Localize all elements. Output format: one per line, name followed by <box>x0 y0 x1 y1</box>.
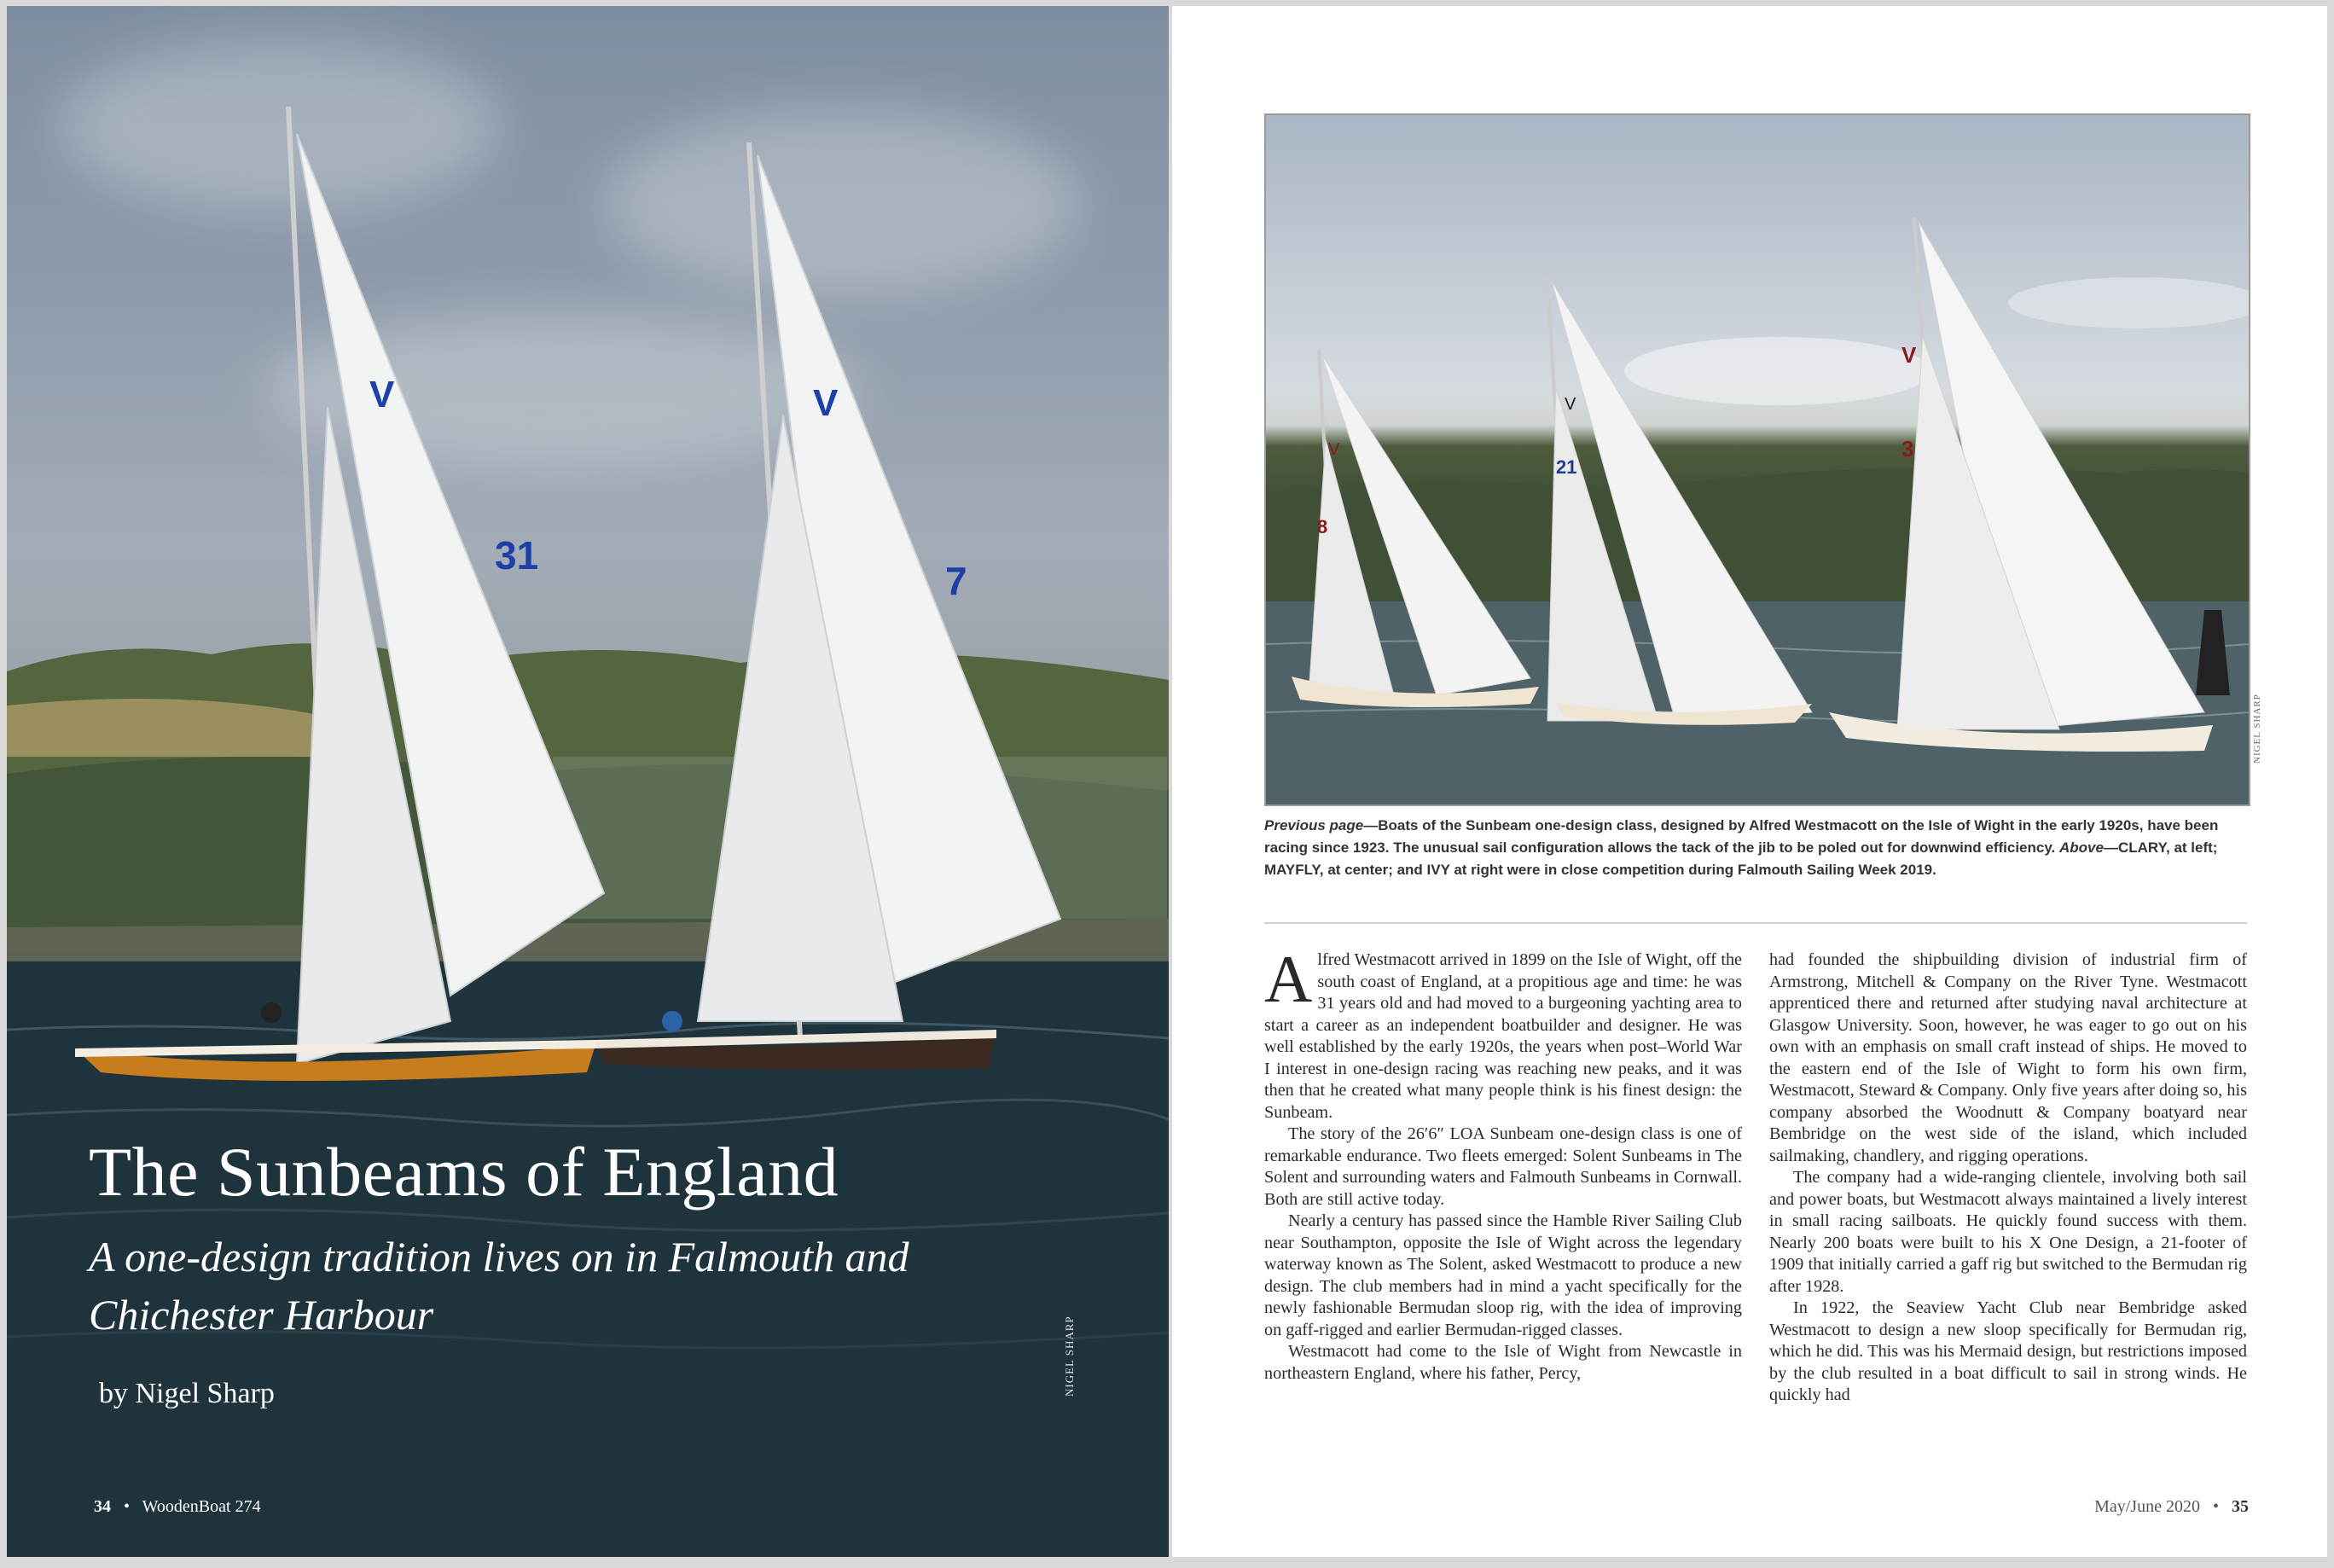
body-paragraph: The story of the 26′6″ LOA Sunbeam one-design class is one of remarkable endurance. Two fleets emerged: Solent Sunbeams in The Solent and surrounding waters and Falmouth Sunbeams in Cornwall. Both are still active today. <box>1264 1124 1742 1209</box>
body-paragraph: The company had a wide-ranging clientele, involving both sail and power boats, but Westmacott always maintained a lively interest in small racing sailboats. He quickly found success with them. Nearly 200 boats were built to his X One Design, a 21-footer of 1909 that initially carried a gaff rig but switched to the Bermudan rig after 1928. <box>1769 1168 2247 1296</box>
race-photo <box>1264 113 2250 806</box>
magazine-spread <box>7 6 2327 1557</box>
folio-right <box>2094 1497 2249 1517</box>
sail-number-8: 8 <box>1317 516 1328 537</box>
byline: by Nigel Sharp <box>99 1378 275 1409</box>
issue-date: May/June 2020 <box>2094 1497 2200 1516</box>
body-paragraph: In 1922, the Seaview Yacht Club near Bembridge asked Westmacott to design a new sloop specifically for Bermudan rig, which he did. This was his Mermaid design, but restrictions imposed by the club resulted in a boat difficult to sail in strong winds. He quickly had <box>1769 1298 2247 1404</box>
sail-class-letter: V <box>369 374 395 415</box>
page-number: 35 <box>2232 1497 2249 1516</box>
sail-class-letter: V <box>1328 440 1340 459</box>
sail-number-31: 31 <box>495 533 539 578</box>
photo-caption <box>1264 815 2245 881</box>
caption-divider <box>1264 922 2247 924</box>
sail-class-letter: V <box>1901 342 1917 368</box>
sail-class-letter: V <box>1565 395 1576 414</box>
sail-class-letter: V <box>813 382 839 424</box>
folio-separator: • <box>2212 1497 2219 1516</box>
caption-lead: Previous page <box>1264 817 1364 833</box>
folio-left <box>94 1497 261 1517</box>
left-page <box>7 6 1169 1557</box>
folio-separator: • <box>124 1497 131 1516</box>
three-sailboats-photo <box>1266 115 2249 804</box>
sail-number-21: 21 <box>1556 456 1577 478</box>
photo-credit: NIGEL SHARP <box>2252 694 2262 764</box>
body-paragraph: Westmacott had come to the Isle of Wight from Newcastle in northeastern England, where his father, Percy, <box>1264 1342 1742 1383</box>
page-number: 34 <box>94 1497 111 1516</box>
body-paragraph: Nearly a century has passed since the Hamble River Sailing Club near Southampton, opposite the Isle of Wight across the legendary waterway known as The Solent, asked Westmacott to produce a new design. The club members had in mind a yacht specifically for the newly fashionable Bermudan sloop rig, with the idea of improving on gaff-rigged and earlier Bermudan-rigged classes. <box>1264 1211 1742 1339</box>
caption-text: —Boats of the Sunbeam one-design class, designed by Alfred Westmacott on the Isle of Wight in the early 1920s, have been racing since 1923. The unusual sail configuration allows the tack of the jib to be poled out for downwind efficiency. <box>1264 817 2219 856</box>
body-column-2 <box>1769 950 2247 1407</box>
body-paragraph <box>1264 942 1742 1124</box>
caption-text: —CLARY, at left; MAYFLY, at center; and IVY at right were in close competition during Falmouth Sailing Week 2019. <box>1264 839 2218 878</box>
sail-number-7: 7 <box>945 559 967 603</box>
paragraph-text: lfred Westmacott arrived in 1899 on the Isle of Wight, off the south coast of England, at a propitious age and time: he was 31 years old and had moved to a burgeoning yachting area to start a career as an independent boatbuilder and designer. He was well established by the early 1920s, the years when post–World War I interest in one-design racing was reaching new peaks, and it was then that he created what many people think is his finest design: the Sunbeam. <box>1264 950 1742 1122</box>
article-title: The Sunbeams of England <box>89 1133 839 1211</box>
body-paragraph: had founded the shipbuilding division of industrial firm of Armstrong, Mitchell & Company on the River Tyne. Westmacott apprenticed there and returned after studying naval architecture at Glasgow University. Soon, however, he was eager to go out on his own with an emphasis on small craft instead of ships. He moved to the eastern end of the Isle of Wight to form his own firm, Westmacott, Steward & Company. Only five years after doing so, his company absorbed the Woodnutt & Company boatyard near Bembridge on the west side of the island, which included sailmaking, chandlery, and rigging operations. <box>1769 950 2247 1165</box>
right-page <box>1172 6 2327 1557</box>
body-column-1 <box>1264 942 1742 1385</box>
photo-credit: NIGEL SHARP <box>1063 1315 1076 1397</box>
drop-cap: A <box>1264 942 1313 1016</box>
sail-number-3: 3 <box>1901 436 1914 462</box>
article-subtitle: A one-design tradition lives on in Falmouth and Chichester Harbour <box>89 1233 909 1339</box>
publication-name: WoodenBoat 274 <box>142 1497 261 1516</box>
caption-lead: Above <box>2059 839 2104 856</box>
